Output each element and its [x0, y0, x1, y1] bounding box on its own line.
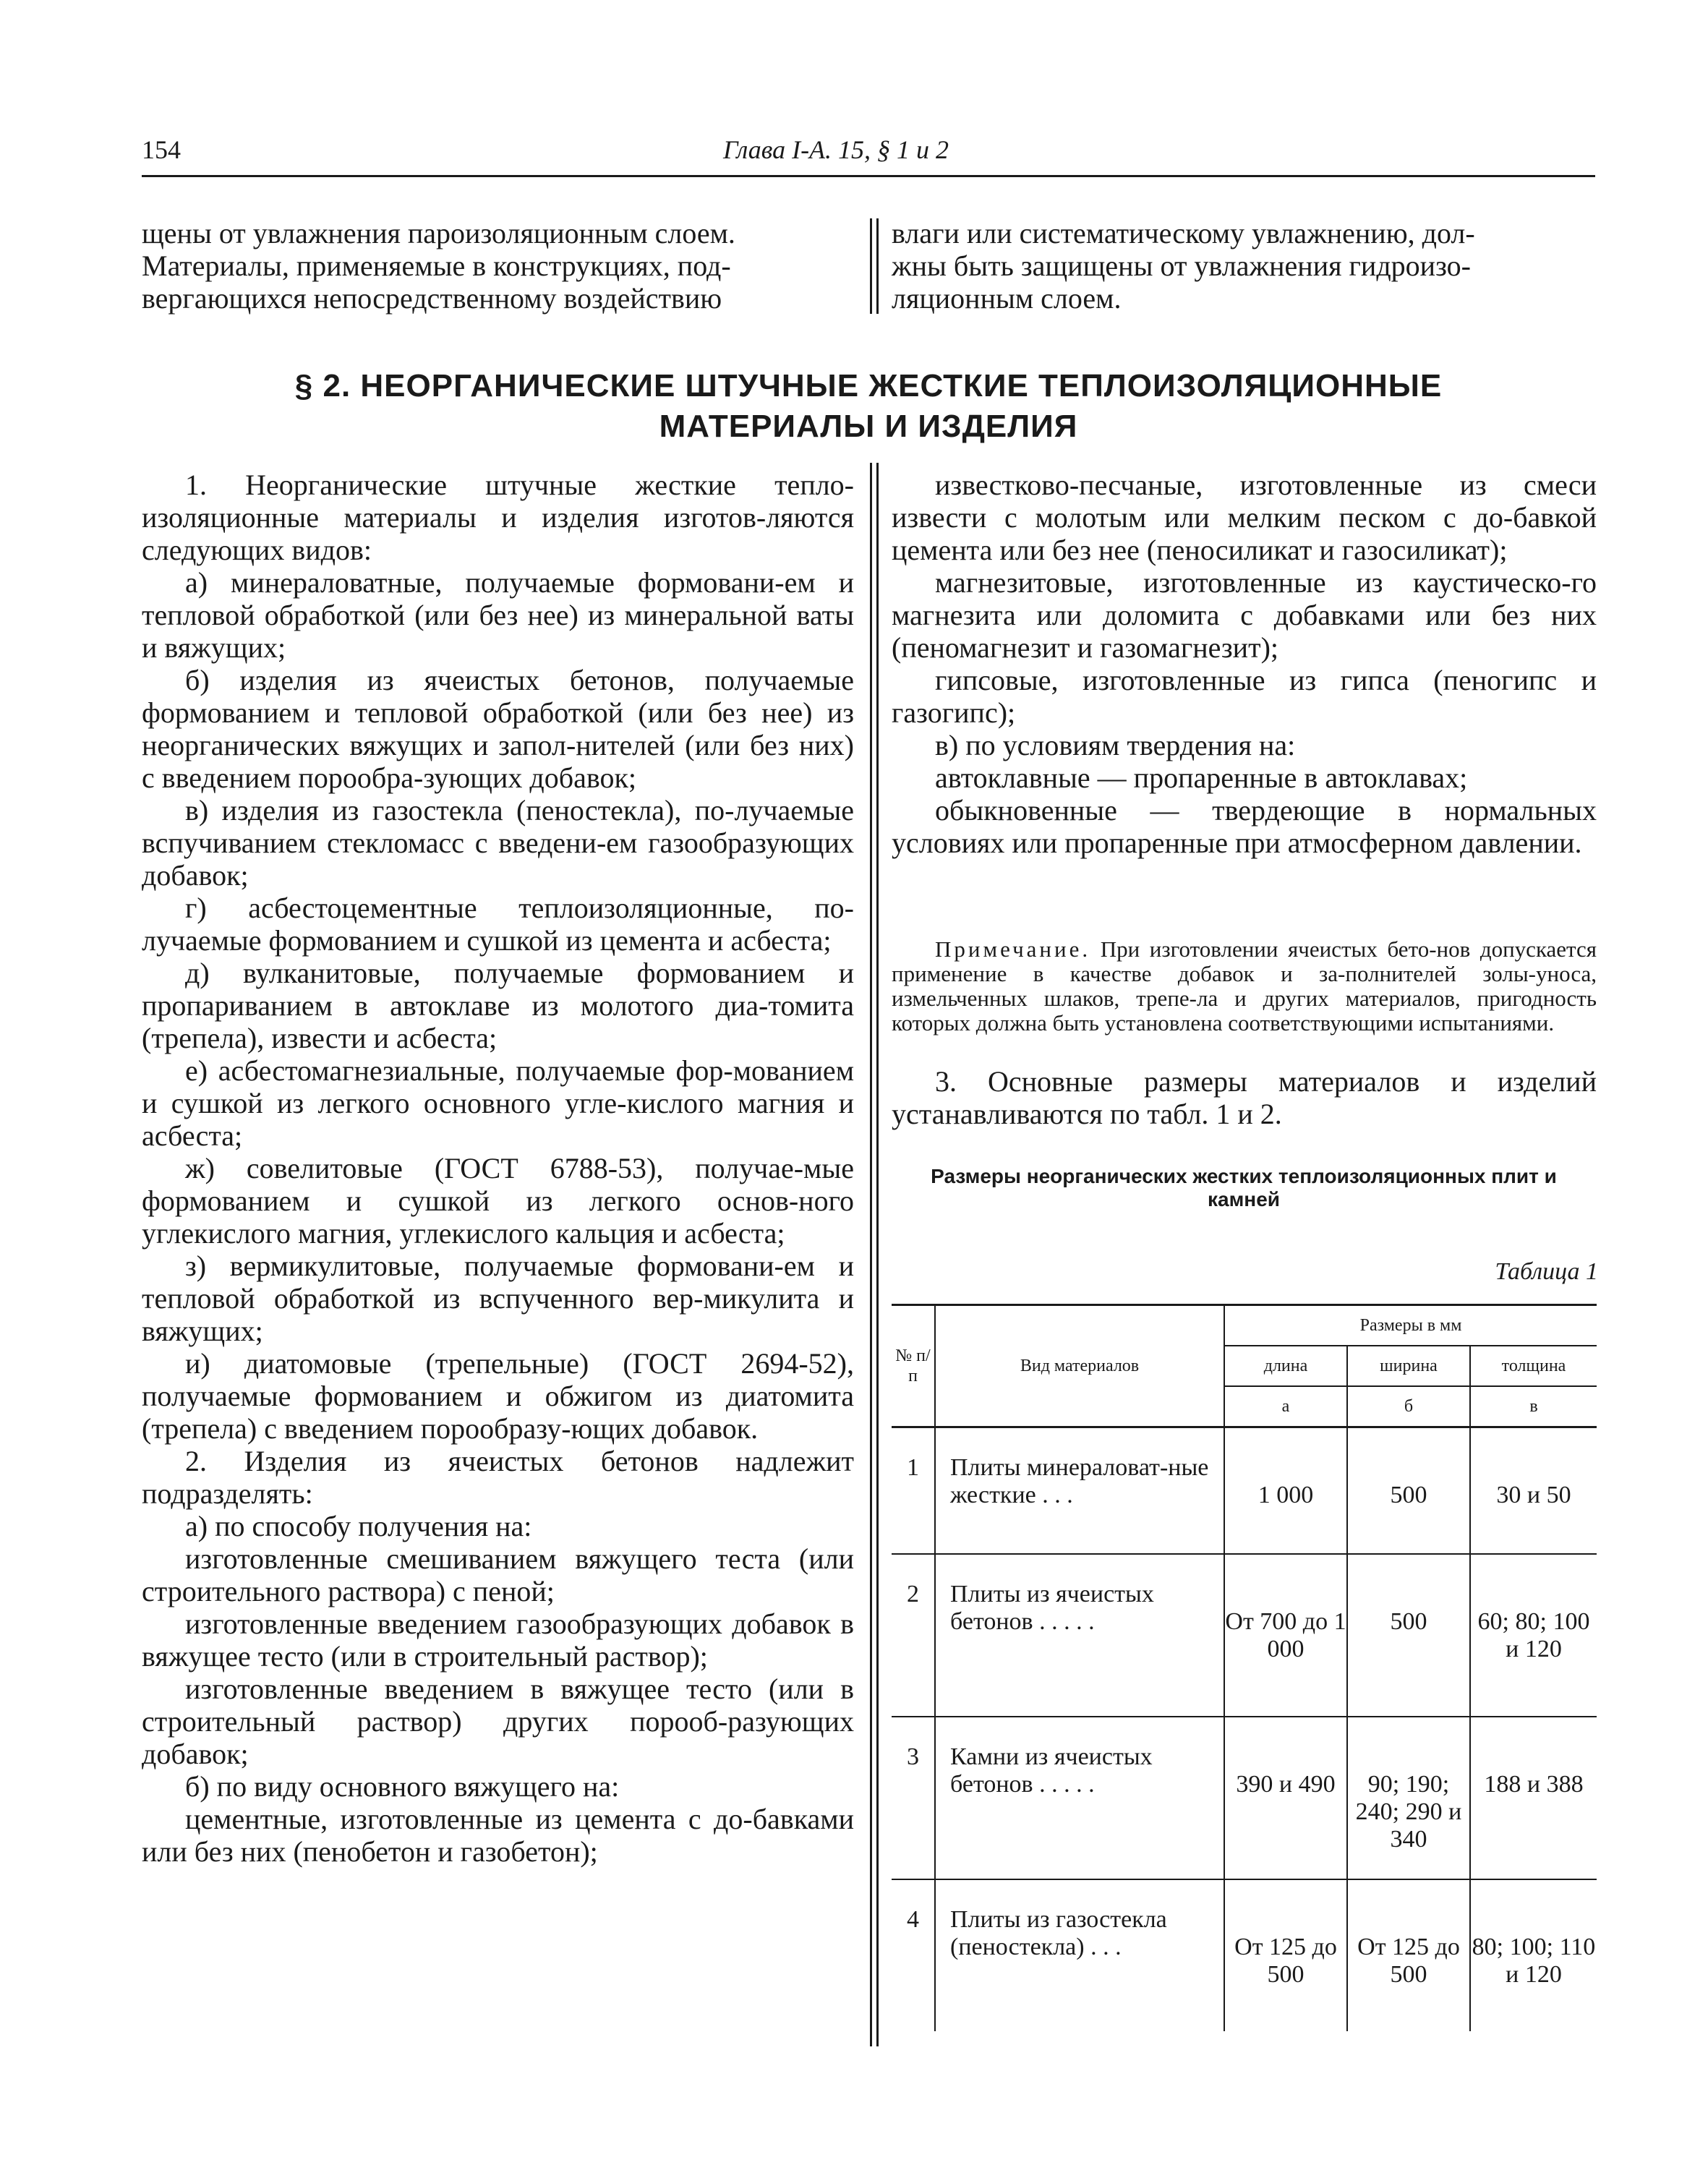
paragraph: обыкновенные — твердеющие в нормальных условиях или пропаренные при атмосферном давлении. [892, 794, 1597, 859]
paragraph: з) вермикулитовые, получаемые формовани-ем и тепловой обработкой из вспученного вер-микулита и вяжущих; [142, 1250, 854, 1347]
row-material: Камни из ячеистых бетонов . . . . . [935, 1717, 1224, 1879]
section-title-line1: § 2. НЕОРГАНИЧЕСКИЕ ШТУЧНЫЕ ЖЕСТКИЕ ТЕПЛОИЗОЛЯЦИОННЫЕ [294, 368, 1443, 403]
table-label: Таблица 1 [1495, 1258, 1598, 1285]
paragraph: изготовленные смешиванием вяжущего теста (или строительного раствора) с пеной; [142, 1542, 854, 1607]
page-number: 154 [142, 135, 181, 164]
note [892, 937, 1597, 1035]
paragraph: б) по виду основного вяжущего на: [185, 1770, 620, 1803]
paragraph: изготовленные введением в вяжущее тесто (или в строительный раствор) других порооб-разующих добавок; [142, 1673, 854, 1770]
paragraph: 2. Изделия из ячеистых бетонов надлежит подразделять: [142, 1445, 854, 1510]
row-material: Плиты из газостекла (пеностекла) . . . [935, 1879, 1224, 2031]
paragraph: цементные, изготовленные из цемента с до-бавками или без них (пенобетон и газобетон); [142, 1803, 854, 1868]
paragraph: в) изделия из газостекла (пеностекла), по-лучаемые вспучиванием стекломасс с введени-ем газообразующих добавок; [142, 794, 854, 892]
table-caption: Размеры неорганических жестких теплоизоляционных плит и камней [931, 1165, 1557, 1210]
header-b: б [1347, 1386, 1470, 1427]
paragraph: гипсовые, изготовленные из гипса (пеногипс и газогипс); [892, 664, 1597, 729]
row-num: 1 [892, 1427, 935, 1554]
header-sizes: Размеры в мм [1224, 1305, 1597, 1346]
paragraph: а) минераловатные, получаемые формовани-ем и тепловой обработкой (или без нее) из минеральной ваты и вяжущих; [142, 566, 854, 664]
row-length: 1 000 [1224, 1427, 1347, 1554]
point-3: 3. Основные размеры материалов и изделий устанавливаются по табл. 1 и 2. [892, 1065, 1597, 1130]
row-thickness: 60; 80; 100 и 120 [1470, 1554, 1597, 1717]
paragraph: б) изделия из ячеистых бетонов, получаемые формованием и тепловой обработкой (или без нее) из неорганических вяжущих и запол-нителей (или без них) с введением порообра-зующих добавок; [142, 664, 854, 794]
text-line: вергающихся непосредственному воздействию [142, 282, 722, 315]
column-divider [870, 218, 872, 314]
row-material: Плиты минераловат-ные жесткие . . . [935, 1427, 1224, 1554]
header-num: № п/п [892, 1305, 935, 1427]
header-width: ширина [1347, 1346, 1470, 1386]
text-line: ляционным слоем. [892, 282, 1122, 315]
column-divider [870, 463, 872, 2046]
row-num: 2 [892, 1554, 935, 1717]
section-title-line2: МАТЕРИАЛЫ И ИЗДЕЛИЯ [659, 409, 1078, 444]
paragraph: а) по способу получения на: [185, 1510, 532, 1542]
row-length: От 700 до 1 000 [1224, 1554, 1347, 1717]
paragraph: автоклавные — пропаренные в автоклавах; [935, 761, 1468, 794]
table-row [892, 1554, 1597, 1717]
right-column [892, 469, 1597, 859]
running-header: Глава I-А. 15, § 1 и 2 [723, 135, 949, 164]
table-row [892, 1717, 1597, 1879]
left-column [142, 469, 854, 1868]
header-thickness: толщина [1470, 1346, 1597, 1386]
paragraph: 1. Неорганические штучные жесткие тепло-изоляционные материалы и изделия изготов-ляются следующих видов: [142, 469, 854, 566]
row-width: 90; 190; 240; 290 и 340 [1347, 1717, 1470, 1879]
row-material: Плиты из ячеистых бетонов . . . . . [935, 1554, 1224, 1717]
header-rule [142, 175, 1595, 177]
paragraph: е) асбестомагнезиальные, получаемые фор-мованием и сушкой из легкого основного угле-кислого магния и асбеста; [142, 1054, 854, 1152]
column-divider [876, 218, 879, 314]
paragraph: известково-песчаные, изготовленные из смеси извести с молотым или мелким песком с до-бавкой цемента или без нее (пеносиликат и газосиликат); [892, 469, 1597, 566]
header-c: в [1470, 1386, 1597, 1427]
column-divider [876, 463, 879, 2046]
top-right-text [892, 217, 1597, 315]
note-label: Примечание. [935, 936, 1091, 962]
table-row [892, 1427, 1597, 1554]
text-line: влаги или систематическому увлажнению, дол- [892, 217, 1475, 249]
paragraph: ж) совелитовые (ГОСТ 6788-53), получае-мые формованием и сушкой из легкого основ-ного углекислого магния, углекислого кальция и асбеста; [142, 1152, 854, 1250]
top-left-text [142, 217, 854, 315]
table-row [892, 1879, 1597, 2031]
header-a: а [1224, 1386, 1347, 1427]
text-line: щены от увлажнения пароизоляционным слоем. [142, 217, 735, 249]
paragraph: и) диатомовые (трепельные) (ГОСТ 2694-52), получаемые формованием и обжигом из диатомита (трепела) с введением порообразу-ющих добавок. [142, 1347, 854, 1445]
paragraph: магнезитовые, изготовленные из каустическо-го магнезита или доломита с добавками или без них (пеномагнезит и газомагнезит); [892, 566, 1597, 664]
row-num: 3 [892, 1717, 935, 1879]
row-width: 500 [1347, 1427, 1470, 1554]
note-text: При изготовлении ячеистых бето-нов допускается применение в качестве добавок и за-полнителей золы-уноса, измельченных шлаков, трепе-ла и других материалов, пригодность которых должна быть установлена соответствующими испытаниями. [892, 936, 1597, 1035]
row-thickness: 80; 100; 110 и 120 [1470, 1879, 1597, 2031]
paragraph: г) асбестоцементные теплоизоляционные, по-лучаемые формованием и сушкой из цемента и асбеста; [142, 892, 854, 957]
row-thickness: 30 и 50 [1470, 1427, 1597, 1554]
row-thickness: 188 и 388 [1470, 1717, 1597, 1879]
text-line: жны быть защищены от увлажнения гидроизо- [892, 249, 1471, 282]
text-line: Материалы, применяемые в конструкциях, под- [142, 249, 731, 282]
row-width: От 125 до 500 [1347, 1879, 1470, 2031]
header-length: длина [1224, 1346, 1347, 1386]
row-length: От 125 до 500 [1224, 1879, 1347, 2031]
dimensions-table [892, 1304, 1597, 2031]
header-material: Вид материалов [935, 1305, 1224, 1427]
row-width: 500 [1347, 1554, 1470, 1717]
paragraph: д) вулканитовые, получаемые формованием и пропариванием в автоклаве из молотого диа-томита (трепела), извести и асбеста; [142, 957, 854, 1054]
row-length: 390 и 490 [1224, 1717, 1347, 1879]
row-num: 4 [892, 1879, 935, 2031]
paragraph: в) по условиям твердения на: [935, 729, 1296, 761]
paragraph: изготовленные введением газообразующих добавок в вяжущее тесто (или в строительный раствор); [142, 1607, 854, 1673]
section-title [142, 366, 1595, 447]
